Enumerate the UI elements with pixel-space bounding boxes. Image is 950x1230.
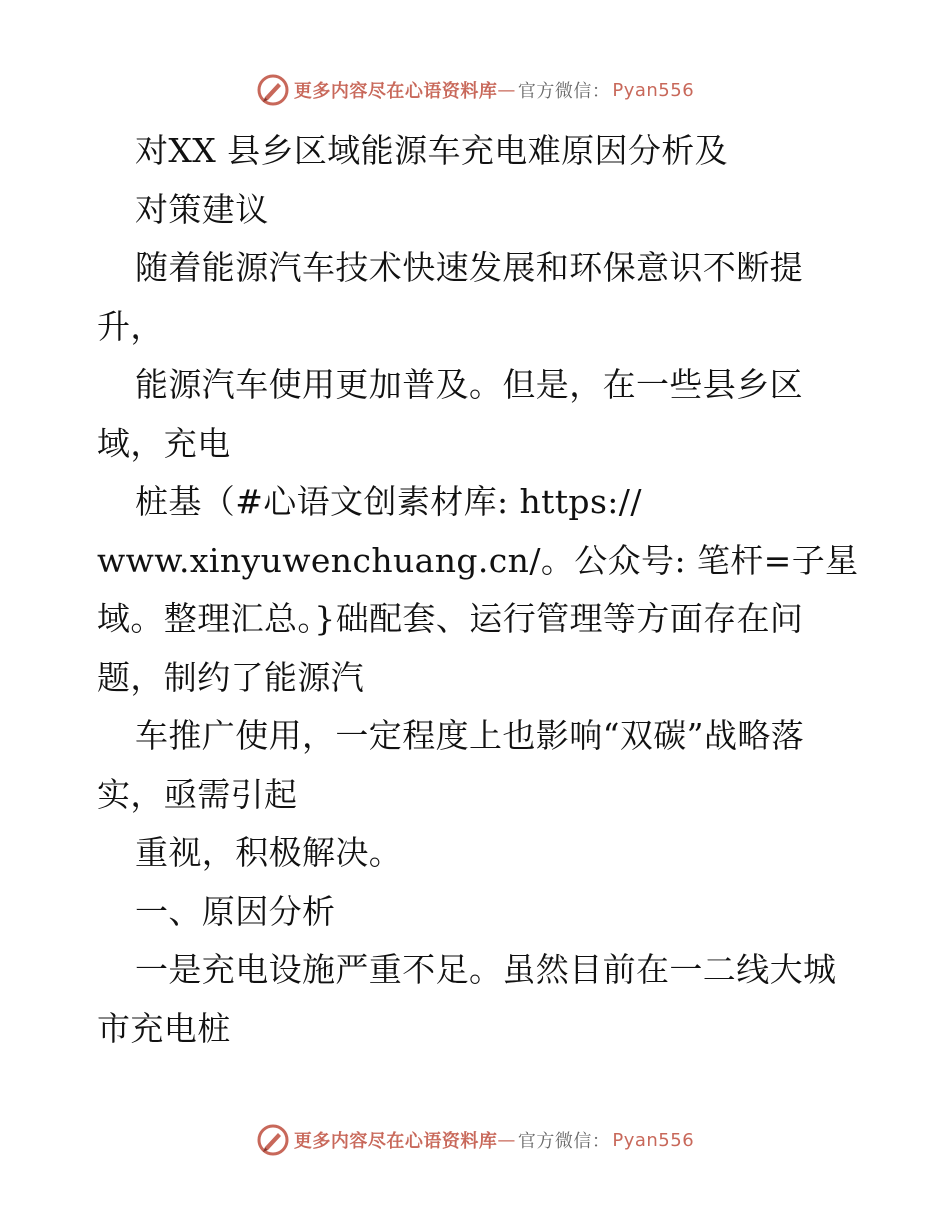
watermark-site: 更多内容尽在心语资料库: [293, 81, 498, 102]
text-line: 桩基（#心语文创素材库: https://: [135, 482, 642, 521]
text-line: 域，充电: [97, 423, 231, 463]
document-body: [97, 122, 867, 1058]
text-line: 一、原因分析: [135, 891, 336, 931]
watermark-wechat-label: 官方微信：: [517, 1131, 611, 1152]
watermark-wechat-id: Pyan556: [612, 79, 695, 101]
text-line: 一是充电设施严重不足。虽然目前在一二线大城: [135, 950, 837, 989]
text-line: 车推广使用，一定程度上也影响“双碳”战略落: [135, 716, 805, 755]
pen-logo-icon: [256, 73, 290, 107]
pen-logo-icon: [256, 1123, 290, 1157]
text-line: 对策建议: [135, 189, 269, 229]
text-line: 随着能源汽车技术快速发展和环保意识不断提: [135, 248, 803, 287]
watermark-wechat-label: 官方微信：: [517, 81, 611, 102]
header-watermark: [0, 68, 950, 112]
watermark-separator: —: [497, 1129, 516, 1151]
text-line: 题，制约了能源汽: [97, 657, 365, 697]
text-line: 重视，积极解决。: [135, 833, 403, 872]
text-line: 升，: [97, 306, 164, 346]
text-line: 市充电桩: [97, 1008, 231, 1048]
text-line: www.xinyuwenchuang.cn/。公众号: 笔杆=子星: [97, 540, 859, 580]
text-line: 实，亟需引起: [97, 774, 298, 814]
watermark-separator: —: [497, 79, 516, 101]
footer-watermark: [0, 1118, 950, 1162]
watermark-wechat-id: Pyan556: [612, 1129, 695, 1151]
watermark-site: 更多内容尽在心语资料库: [293, 1131, 498, 1152]
text-line: 对XX 县乡区域能源车充电难原因分析及: [135, 131, 729, 170]
text-line: 域。整理汇总。}础配套、运行管理等方面存在问: [97, 599, 804, 638]
text-line: 能源汽车使用更加普及。但是，在一些县乡区: [135, 365, 803, 404]
